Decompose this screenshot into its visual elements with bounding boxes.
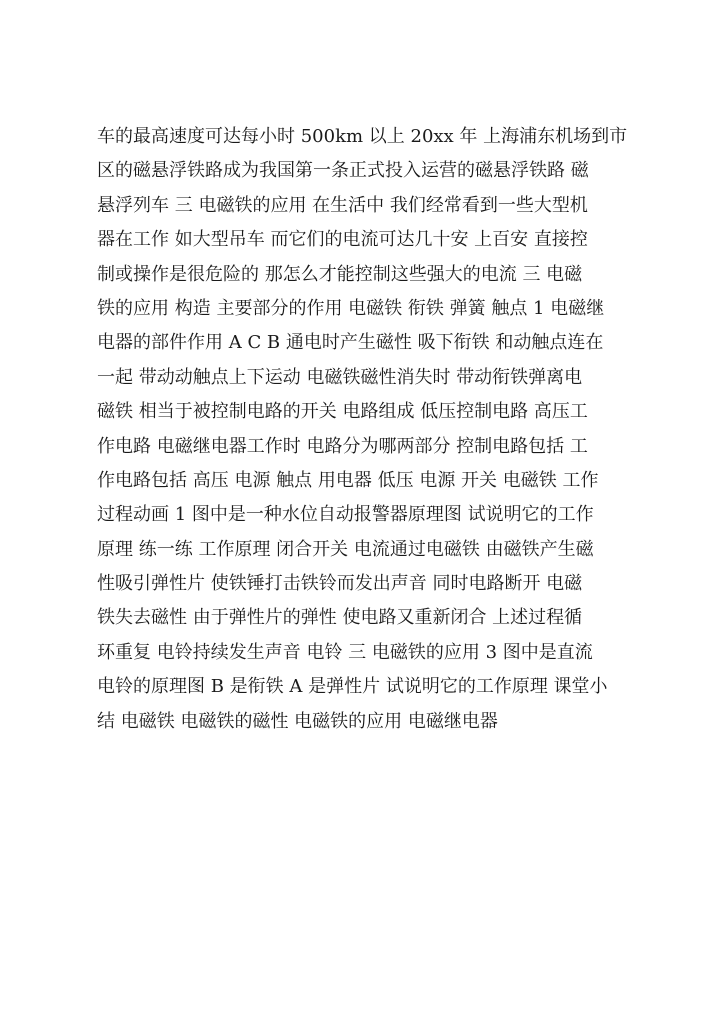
text-line: 车的最高速度可达每小时 500km 以上 20xx 年 上海浦东机场到市 xyxy=(97,126,628,147)
text-line: 结 电磁铁 电磁铁的磁性 电磁铁的应用 电磁继电器 xyxy=(97,710,498,732)
text-line: 一起 带动动触点上下运动 电磁铁磁性消失时 带动衔铁弹离电 xyxy=(97,366,583,388)
text-line: 性吸引弹性片 使铁锤打击铁铃而发出声音 同时电路断开 电磁 xyxy=(97,573,583,595)
text-line: 作电路 电磁继电器工作时 电路分为哪两部分 控制电路包括 工 xyxy=(97,435,588,457)
body-text xyxy=(97,120,632,739)
text-line: 磁铁 相当于被控制电路的开关 电路组成 低压控制电路 高压工 xyxy=(97,401,588,423)
text-line: 电器的部件作用 A C B 通电时产生磁性 吸下衔铁 和动触点连在 xyxy=(97,332,604,354)
text-line: 铁失去磁性 由于弹性片的弹性 使电路又重新闭合 上述过程循 xyxy=(97,607,583,629)
text-line: 环重复 电铃持续发生声音 电铃 三 电磁铁的应用 3 图中是直流 xyxy=(97,641,593,663)
text-line: 作电路包括 高压 电源 触点 用电器 低压 电源 开关 电磁铁 工作 xyxy=(97,469,599,491)
text-line: 器在工作 如大型吊车 而它们的电流可达几十安 上百安 直接控 xyxy=(97,229,588,251)
text-line: 原理 练一练 工作原理 闭合开关 电流通过电磁铁 由磁铁产生磁 xyxy=(97,538,594,560)
text-line: 悬浮列车 三 电磁铁的应用 在生活中 我们经常看到一些大型机 xyxy=(97,194,588,216)
text-line: 铁的应用 构造 主要部分的作用 电磁铁 衔铁 弹簧 触点 1 电磁继 xyxy=(97,297,605,319)
text-line: 区的磁悬浮铁路成为我国第一条正式投入运营的磁悬浮铁路 磁 xyxy=(97,160,589,182)
text-line: 过程动画 1 图中是一种水位自动报警器原理图 试说明它的工作 xyxy=(97,504,594,526)
text-line: 制或操作是很危险的 那怎么才能控制这些强大的电流 三 电磁 xyxy=(97,263,583,285)
text-line: 电铃的原理图 B 是衔铁 A 是弹性片 试说明它的工作原理 课堂小 xyxy=(97,676,608,698)
